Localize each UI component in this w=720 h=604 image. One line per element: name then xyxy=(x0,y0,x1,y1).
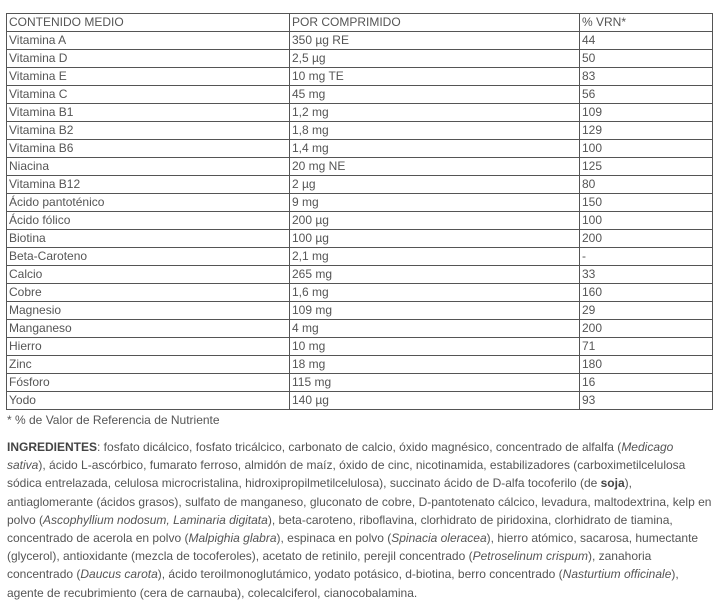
amount-per-tablet: 1,6 mg xyxy=(290,284,580,302)
ingredient-text-segment: ), espinaca en polvo ( xyxy=(276,531,392,546)
vrn-percent: 100 xyxy=(580,140,713,158)
nutrition-table xyxy=(6,13,713,410)
allergen-highlight: soja xyxy=(600,476,625,491)
vrn-percent: 16 xyxy=(580,374,713,392)
table-row xyxy=(7,194,713,212)
table-row xyxy=(7,230,713,248)
vrn-percent: 200 xyxy=(580,230,713,248)
table-row xyxy=(7,266,713,284)
amount-per-tablet: 109 mg xyxy=(290,302,580,320)
ingredient-text-segment: ), agente de recubrimiento (cera de carnauba), colecalciferol, cianocobalamina. xyxy=(7,567,679,600)
vrn-percent: 56 xyxy=(580,86,713,104)
ingredients-text xyxy=(7,440,711,600)
ingredient-text-segment: ), antiaglomerante (ácidos grasos), sulfato de manganeso, gluconato de cobre, D-pantotenato cálcico, levadura, maltodextrina, kelp en polvo ( xyxy=(7,476,712,527)
amount-per-tablet: 20 mg NE xyxy=(290,158,580,176)
ingredient-latin-name: Malpighia glabra xyxy=(188,531,277,546)
vrn-percent: 200 xyxy=(580,320,713,338)
amount-per-tablet: 100 µg xyxy=(290,230,580,248)
vrn-percent: 93 xyxy=(580,392,713,410)
nutrient-name: Niacina xyxy=(7,158,290,176)
nutrient-name: Yodo xyxy=(7,392,290,410)
table-row xyxy=(7,50,713,68)
vrn-percent: 109 xyxy=(580,104,713,122)
amount-per-tablet: 18 mg xyxy=(290,356,580,374)
nutrient-name: Calcio xyxy=(7,266,290,284)
ingredient-text-segment: ), zanahoria concentrado ( xyxy=(7,549,652,582)
table-row xyxy=(7,158,713,176)
amount-per-tablet: 2,1 mg xyxy=(290,248,580,266)
table-row xyxy=(7,338,713,356)
amount-per-tablet: 1,4 mg xyxy=(290,140,580,158)
nutrient-name: Vitamina B12 xyxy=(7,176,290,194)
ingredient-latin-name: Petroselinum crispum xyxy=(472,549,588,564)
nutrient-name: Biotina xyxy=(7,230,290,248)
nutrient-name: Vitamina E xyxy=(7,68,290,86)
table-row xyxy=(7,140,713,158)
ingredient-text-segment: ), beta-caroteno, riboflavina, clorhidrato de piridoxina, clorhidrato de tiamina, concentrado de acerola en polvo ( xyxy=(7,512,673,546)
amount-per-tablet: 2 µg xyxy=(290,176,580,194)
table-row xyxy=(7,392,713,410)
nutrient-name: Beta-Caroteno xyxy=(7,248,290,266)
amount-per-tablet: 265 mg xyxy=(290,266,580,284)
vrn-percent: 129 xyxy=(580,122,713,140)
amount-per-tablet: 10 mg xyxy=(290,338,580,356)
ingredient-latin-name: Nasturtium officinale xyxy=(562,567,672,582)
amount-per-tablet: 10 mg TE xyxy=(290,68,580,86)
table-row xyxy=(7,176,713,194)
nutrient-name: Vitamina C xyxy=(7,86,290,104)
ingredient-text-segment: : fosfato dicálcico, fosfato tricálcico, carbonato de calcio, óxido magnésico, concentrado de alfalfa ( xyxy=(97,440,622,454)
vrn-percent: 100 xyxy=(580,212,713,230)
header-por-comprimido: POR COMPRIMIDO xyxy=(290,14,580,32)
nutrient-name: Magnesio xyxy=(7,302,290,320)
header-contenido: CONTENIDO MEDIO xyxy=(7,14,290,32)
table-row xyxy=(7,374,713,392)
vrn-percent: 160 xyxy=(580,284,713,302)
vrn-percent: 180 xyxy=(580,356,713,374)
nutrient-name: Vitamina B1 xyxy=(7,104,290,122)
table-row xyxy=(7,248,713,266)
amount-per-tablet: 140 µg xyxy=(290,392,580,410)
amount-per-tablet: 200 µg xyxy=(290,212,580,230)
ingredients-label: INGREDIENTES xyxy=(7,440,98,454)
vrn-percent: 83 xyxy=(580,68,713,86)
ingredients-paragraph xyxy=(7,438,712,602)
vrn-percent: 33 xyxy=(580,266,713,284)
ingredient-latin-name: Medicago sativa xyxy=(7,440,674,473)
table-row xyxy=(7,68,713,86)
vrn-percent: 150 xyxy=(580,194,713,212)
vrn-percent: - xyxy=(580,248,713,266)
table-row xyxy=(7,320,713,338)
vrn-percent: 29 xyxy=(580,302,713,320)
amount-per-tablet: 350 µg RE xyxy=(290,32,580,50)
vrn-percent: 50 xyxy=(580,50,713,68)
amount-per-tablet: 1,2 mg xyxy=(290,104,580,122)
vrn-percent: 71 xyxy=(580,338,713,356)
nutrient-name: Manganeso xyxy=(7,320,290,338)
nutrition-table-body xyxy=(7,14,713,410)
ingredient-text-segment: ), ácido teroilmonoglutámico, yodato potásico, d-biotina, berro concentrado ( xyxy=(157,567,563,582)
table-row xyxy=(7,122,713,140)
table-row xyxy=(7,86,713,104)
amount-per-tablet: 115 mg xyxy=(290,374,580,392)
amount-per-tablet: 9 mg xyxy=(290,194,580,212)
table-row xyxy=(7,284,713,302)
amount-per-tablet: 4 mg xyxy=(290,320,580,338)
ingredient-text-segment: ), ácido L-ascórbico, fumarato ferroso, almidón de maíz, óxido de cinc, nicotinamida, estabilizadores (carboximetilcelulosa sódica entrelazada, celulosa microcristalina, hidroxipropilmetilcelulosa), succinato ácido de D-alfa tocoferilo (de xyxy=(7,458,686,491)
nutrient-name: Vitamina B2 xyxy=(7,122,290,140)
ingredient-latin-name: Spinacia oleracea xyxy=(391,531,487,546)
nutrient-name: Cobre xyxy=(7,284,290,302)
nutrient-name: Hierro xyxy=(7,338,290,356)
table-row xyxy=(7,302,713,320)
vrn-percent: 80 xyxy=(580,176,713,194)
nutrient-name: Vitamina A xyxy=(7,32,290,50)
nutrient-name: Vitamina B6 xyxy=(7,140,290,158)
nutrient-name: Vitamina D xyxy=(7,50,290,68)
table-row xyxy=(7,356,713,374)
nutrient-name: Zinc xyxy=(7,356,290,374)
table-row xyxy=(7,212,713,230)
table-row xyxy=(7,32,713,50)
amount-per-tablet: 45 mg xyxy=(290,86,580,104)
nutrient-name: Ácido fólico xyxy=(7,212,290,230)
amount-per-tablet: 2,5 µg xyxy=(290,50,580,68)
vrn-footnote: * % de Valor de Referencia de Nutriente xyxy=(7,413,220,427)
ingredient-text-segment: ), hierro atómico, sacarosa, humectante (glycerol), antioxidante (mezcla de tocoferoles), acetato de retinilo, perejil concentrado ( xyxy=(7,531,699,564)
ingredient-latin-name: Daucus carota xyxy=(80,567,158,582)
amount-per-tablet: 1,8 mg xyxy=(290,122,580,140)
nutrient-name: Ácido pantoténico xyxy=(7,194,290,212)
table-header-row xyxy=(7,14,713,32)
ingredient-latin-name: Ascophyllium nodosum, Laminaria digitata xyxy=(43,512,268,527)
header-vrn: % VRN* xyxy=(580,14,713,32)
vrn-percent: 125 xyxy=(580,158,713,176)
nutrient-name: Fósforo xyxy=(7,374,290,392)
vrn-percent: 44 xyxy=(580,32,713,50)
table-row xyxy=(7,104,713,122)
